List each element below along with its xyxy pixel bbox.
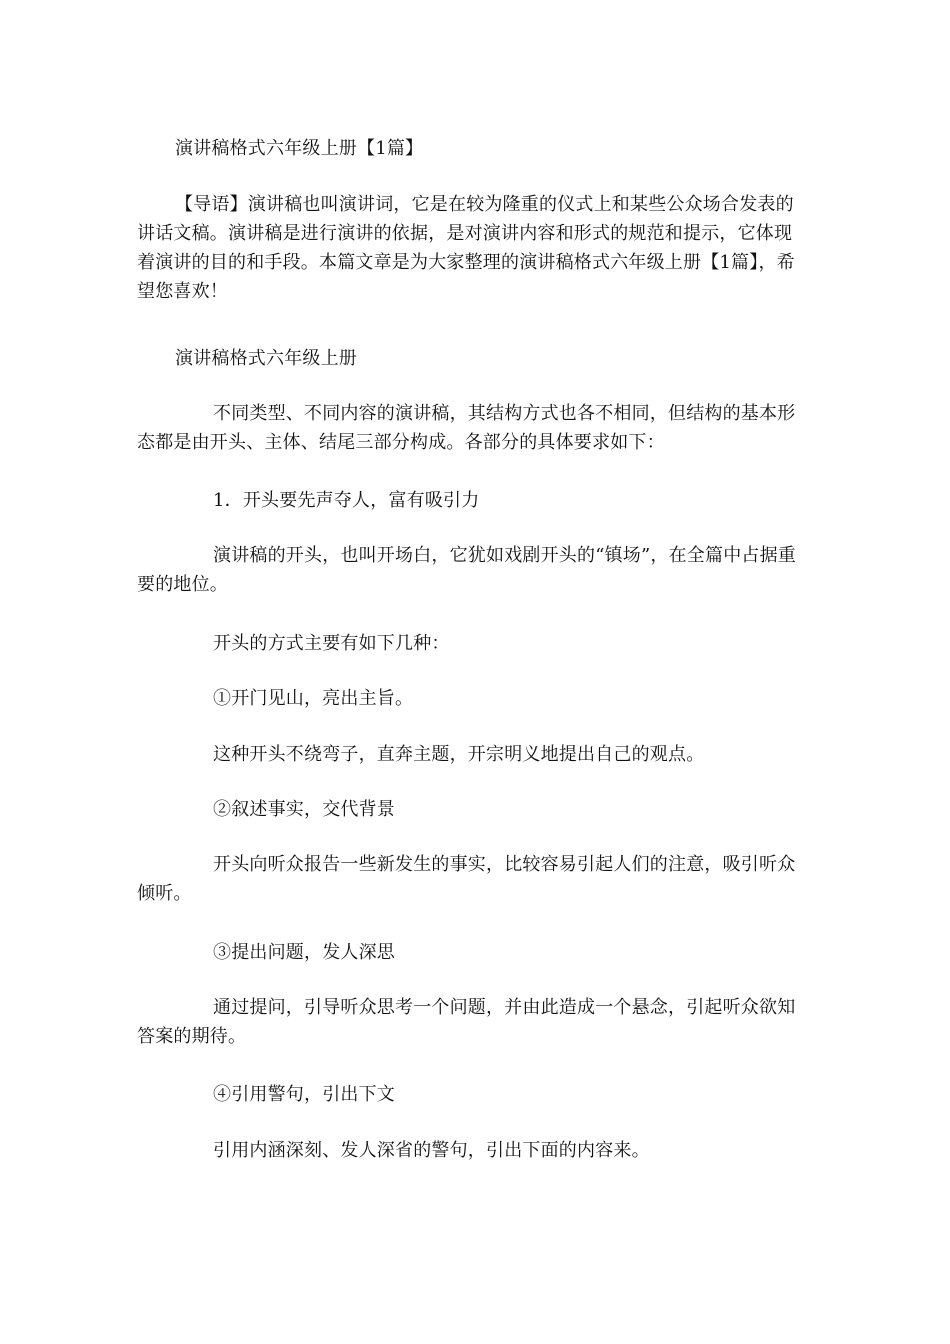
section-title: 演讲稿格式六年级上册 [175,348,357,369]
methods-paragraph: 开头的方式主要有如下几种： [213,633,450,654]
document-title: 演讲稿格式六年级上册【1篇】 [175,138,424,159]
intro-paragraph: 【导语】演讲稿也叫演讲词，它是在较为隆重的仪式上和某些公众场合发表的讲话文稿。演讲稿是进行演讲的依据，是对演讲内容和形式的规范和提示，它体现着演讲的目的和手段。本篇文章是为大家整理的演讲稿格式六年级上册【1篇】，希望您喜欢！ [137,194,795,302]
method-1-text: 这种开头不绕弯子，直奔主题，开宗明义地提出自己的观点。 [213,744,705,765]
opening-paragraph: 演讲稿的开头，也叫开场白，它犹如戏剧开头的“镇场”，在全篇中占据重要的地位。 [137,545,797,595]
method-1-title: ①开门见山，亮出主旨。 [213,688,414,709]
method-2-text: 开头向听众报告一些新发生的事实，比较容易引起人们的注意，吸引听众倾听。 [137,854,796,904]
method-4-title: ④引用警句，引出下文 [213,1084,395,1105]
structure-paragraph: 不同类型、不同内容的演讲稿，其结构方式也各不相同，但结构的基本形态都是由开头、主体、结尾三部分构成。各部分的具体要求如下： [137,403,796,453]
heading-opening: 1．开头要先声夺人，富有吸引力 [213,490,480,511]
method-3-title: ③提出问题，发人深思 [213,942,395,963]
method-3-text: 通过提问，引导听众思考一个问题，并由此造成一个悬念，引起听众欲知答案的期待。 [137,997,796,1047]
method-4-text: 引用内涵深刻、发人深省的警句，引出下面的内容来。 [213,1140,650,1161]
method-2-title: ②叙述事实，交代背景 [213,799,395,820]
